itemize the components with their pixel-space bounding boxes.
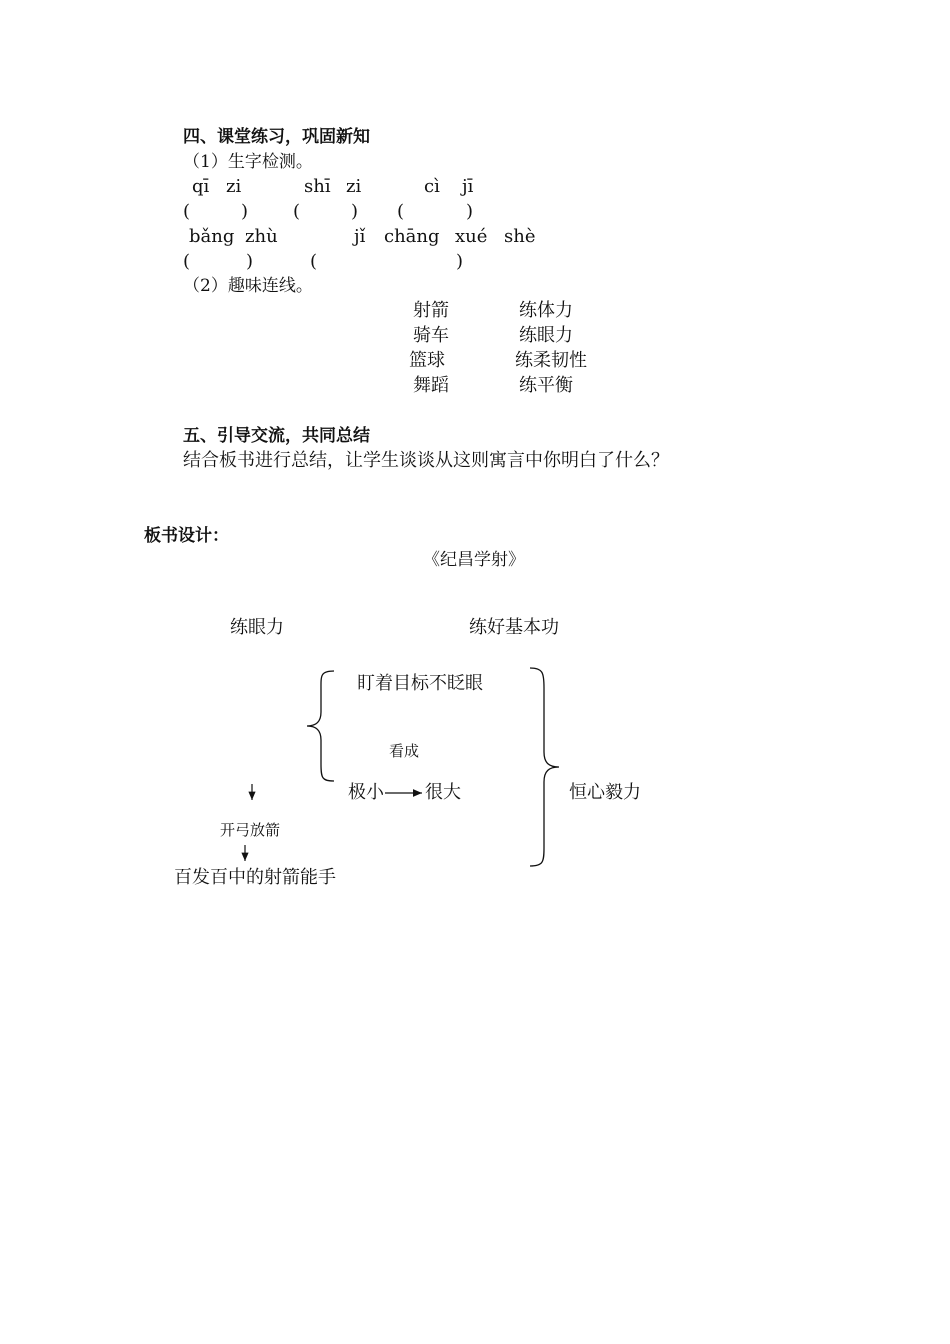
answer-blank-close: ) bbox=[351, 201, 359, 222]
match-right-item: 练眼力 bbox=[519, 325, 573, 346]
match-right-item: 练平衡 bbox=[519, 375, 573, 396]
board-left-top: 练眼力 bbox=[230, 617, 284, 638]
pinyin: shè bbox=[504, 226, 536, 247]
match-right-item: 练体力 bbox=[519, 300, 573, 321]
right-brace bbox=[530, 668, 559, 866]
board-perseverance: 恒心毅力 bbox=[569, 782, 641, 803]
board-right-top: 练好基本功 bbox=[469, 617, 559, 638]
left-brace bbox=[307, 671, 334, 781]
answer-blank-close: ) bbox=[456, 251, 464, 272]
answer-blank-open: ( bbox=[183, 201, 191, 222]
section5-heading: 五、引导交流，共同总结 bbox=[183, 426, 370, 446]
board-title: 《纪昌学射》 bbox=[423, 550, 525, 570]
board-brace-item: 看成 bbox=[389, 742, 420, 760]
pinyin: xué bbox=[455, 226, 488, 247]
answer-blank-open: ( bbox=[397, 201, 405, 222]
board-size-small: 极小 bbox=[348, 782, 384, 803]
board-size-big: 很大 bbox=[425, 782, 461, 803]
board-brace-item: 盯着目标不眨眼 bbox=[357, 673, 483, 694]
section5-text: 结合板书进行总结，让学生谈谈从这则寓言中你明白了什么？ bbox=[183, 450, 669, 471]
match-right-item: 练柔韧性 bbox=[515, 350, 587, 371]
board-step: 开弓放箭 bbox=[220, 821, 281, 839]
pinyin: qī bbox=[192, 176, 210, 197]
board-heading: 板书设计： bbox=[144, 526, 229, 546]
pinyin: chāng bbox=[384, 226, 440, 247]
answer-blank-open: ( bbox=[310, 251, 318, 272]
match-left-item: 舞蹈 bbox=[413, 375, 449, 396]
match-left-item: 射箭 bbox=[413, 300, 449, 321]
pinyin: bǎng bbox=[189, 226, 235, 247]
item2-label: （2）趣味连线。 bbox=[183, 276, 313, 296]
pinyin: cì bbox=[424, 176, 440, 197]
item1-label: （1）生字检测。 bbox=[183, 152, 313, 172]
board-result: 百发百中的射箭能手 bbox=[174, 867, 336, 888]
match-left-item: 骑车 bbox=[413, 325, 449, 346]
answer-blank-open: ( bbox=[183, 251, 191, 272]
match-left-item: 篮球 bbox=[409, 350, 445, 371]
pinyin: zhù bbox=[245, 226, 278, 247]
answer-blank-open: ( bbox=[293, 201, 301, 222]
section4-heading: 四、课堂练习，巩固新知 bbox=[183, 127, 370, 147]
answer-blank-close: ) bbox=[466, 201, 474, 222]
pinyin: jǐ bbox=[354, 226, 366, 247]
pinyin: jī bbox=[462, 176, 474, 197]
answer-blank-close: ) bbox=[246, 251, 254, 272]
answer-blank-close: ) bbox=[241, 201, 249, 222]
pinyin: zi bbox=[346, 176, 362, 197]
pinyin: shī bbox=[304, 176, 331, 197]
pinyin: zi bbox=[226, 176, 242, 197]
